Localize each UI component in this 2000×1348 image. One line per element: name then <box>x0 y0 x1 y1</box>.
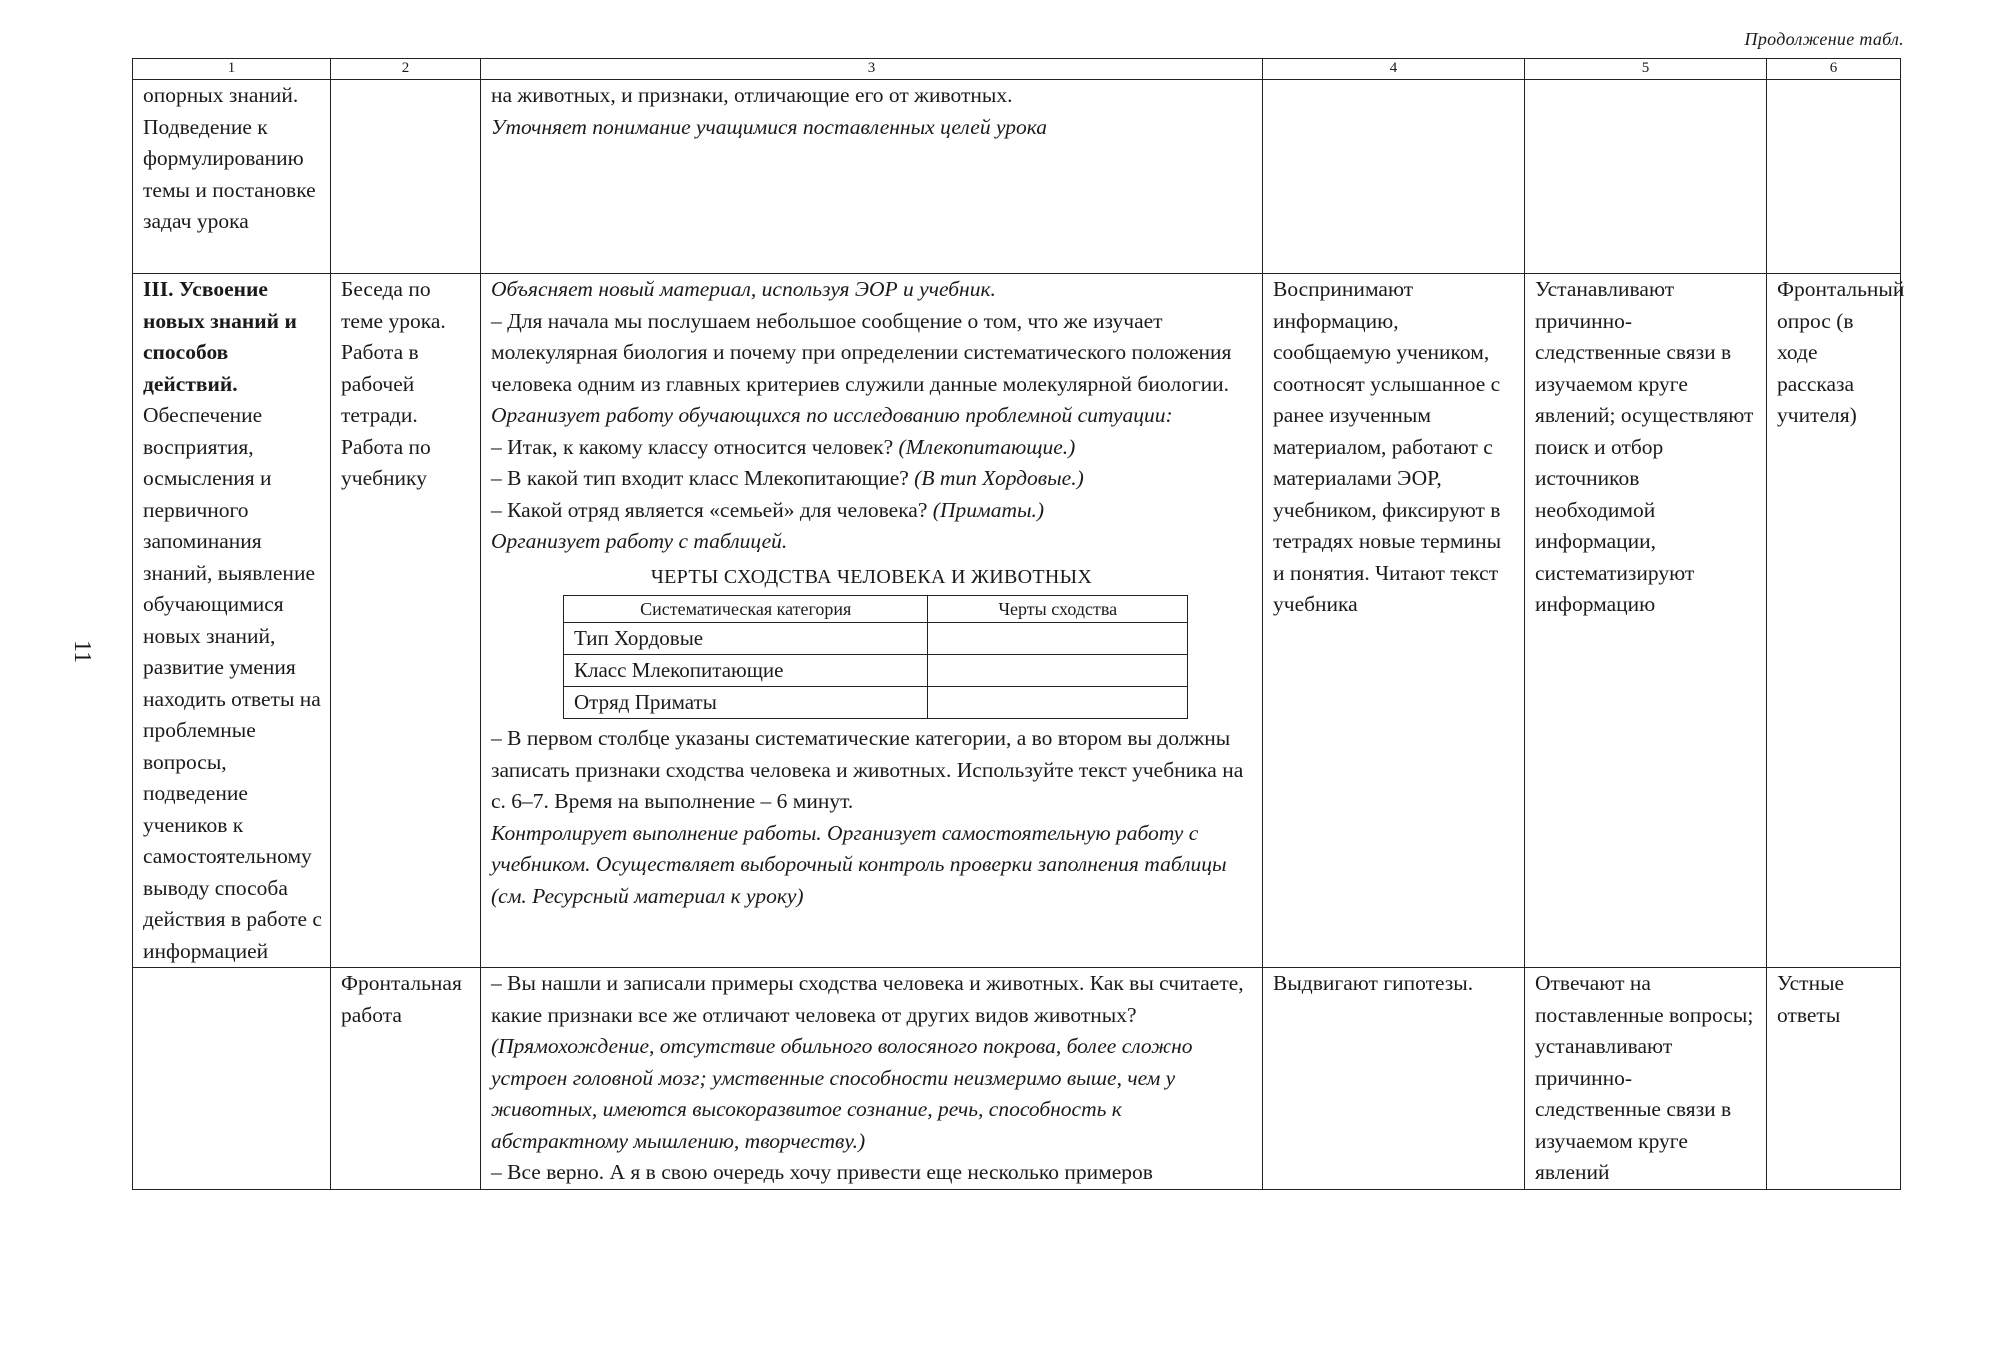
expected-answer: (Прямохождение, отсутствие обильного волосяного покрова, более сложно устроен головной мозг; умственные способности неизмеримо выше, чем у животных, имеются высокоразвитое сознание, речь, способность к абстрактному мышлению, творчеству.) <box>491 1034 1193 1153</box>
column-number-1: 1 <box>133 59 331 80</box>
teacher-action: Организует работу обучающихся по исследованию проблемной ситуации: <box>491 403 1173 427</box>
answer-text: (Приматы.) <box>932 497 1045 522</box>
category-cell: Тип Хордовые <box>564 623 928 655</box>
teacher-speech: – В первом столбце указаны систематические категории, а во втором вы должны записать признаки сходства человека и животных. Используйте текст учебника на с. 6–7. Время на выполнение – 6 минут. <box>491 726 1244 813</box>
student-activity-cell <box>1263 80 1525 274</box>
answer-text: (В тип Хордовые.) <box>914 466 1084 490</box>
category-cell: Отряд Приматы <box>564 687 928 719</box>
teacher-activity-cell <box>481 968 1263 1190</box>
lesson-table <box>132 58 1905 1190</box>
uud-cell <box>1525 80 1767 274</box>
control-text: Устные ответы <box>1777 971 1845 1027</box>
control-cell <box>1767 80 1901 274</box>
column-number-5: 5 <box>1525 59 1767 80</box>
question-line <box>491 463 1252 495</box>
column-number-3: 3 <box>481 59 1263 80</box>
question-line <box>491 495 1252 527</box>
teacher-speech: – Для начала мы послушаем небольшое сообщение о том, что же изучает молекулярная биология и почему при определении систематического положения человека одним из главных критериев служили данные молекулярной биологии. <box>491 308 1232 396</box>
similarity-table-header: Систематическая категория <box>564 596 928 623</box>
student-activity-text: Выдвигают гипотезы. <box>1273 971 1474 995</box>
continuation-label: Продолжение табл. <box>1744 29 1904 49</box>
uud-text: Отвечают на поставленные вопросы; устанавливают причинно-следственные связи в изучаемом круге явлений <box>1535 971 1754 1184</box>
teacher-text: на животных, и признаки, отличающие его от животных. <box>491 83 1013 107</box>
method-cell <box>331 274 481 968</box>
similarity-table-row <box>564 623 1188 655</box>
similarity-table <box>563 595 1188 719</box>
question-text: – Итак, к какому классу относится человек? <box>491 434 894 459</box>
question-text: – Какой отряд является «семьей» для человека? <box>491 497 928 522</box>
table-row <box>133 80 1901 274</box>
stage-text: Обеспечение восприятия, осмысления и первичного запоминания знаний, выявление обучающимися новых знаний, развитие умения находить ответы на проблемные вопросы, подведение учеников к самостоятельному выводу способа действия в работе с информацией <box>143 403 322 963</box>
stage-cell <box>133 80 331 274</box>
column-number-2: 2 <box>331 59 481 80</box>
column-number-6: 6 <box>1767 59 1901 80</box>
teacher-activity-cell <box>481 80 1263 274</box>
stage-cell <box>133 968 331 1190</box>
method-cell <box>331 968 481 1190</box>
similarity-table-title: ЧЕРТЫ СХОДСТВА ЧЕЛОВЕКА И ЖИВОТНЫХ <box>650 565 1093 588</box>
method-text: Фронтальная работа <box>341 971 462 1027</box>
question-line <box>491 432 1252 464</box>
table-row <box>133 968 1901 1190</box>
stage-title: III. Усвоение новых знаний и способов действий. <box>143 277 297 396</box>
stage-cell <box>133 274 331 968</box>
teacher-action: Организует работу с таблицей. <box>491 529 788 553</box>
control-text: Фронтальный опрос (в ходе рассказа учителя) <box>1777 277 1905 427</box>
stage-text: опорных знаний. Подведение к формулированию темы и постановке задач урока <box>143 83 316 233</box>
similarity-table-header: Черты сходства <box>928 596 1188 623</box>
teacher-action: Уточняет понимание учащимися поставленных целей урока <box>491 114 1047 139</box>
table-row <box>133 274 1901 968</box>
similarity-table-row <box>564 687 1188 719</box>
teacher-action: Контролирует выполнение работы. Организует самостоятельную работу с учебником. Осуществляет выборочный контроль проверки заполнения таблицы (см. Ресурсный материал к уроку) <box>491 820 1227 908</box>
uud-cell <box>1525 968 1767 1190</box>
control-cell <box>1767 274 1905 968</box>
teacher-speech: – Все верно. А я в свою очередь хочу привести еще несколько примеров <box>491 1160 1153 1184</box>
similarity-cell <box>928 623 1188 655</box>
category-cell: Класс Млекопитающие <box>564 655 928 687</box>
control-cell <box>1767 968 1901 1190</box>
uud-cell <box>1525 274 1767 968</box>
similarity-table-row <box>564 655 1188 687</box>
page-number: 11 <box>69 640 95 664</box>
method-text: Беседа по теме урока. Работа в рабочей тетради. Работа по учебнику <box>341 277 446 490</box>
method-cell <box>331 80 481 274</box>
student-activity-cell <box>1263 274 1525 968</box>
similarity-cell <box>928 655 1188 687</box>
teacher-activity-cell <box>481 274 1263 968</box>
column-number-row <box>133 59 1901 80</box>
similarity-cell <box>928 687 1188 719</box>
student-activity-cell <box>1263 968 1525 1190</box>
column-number-4: 4 <box>1263 59 1525 80</box>
teacher-action: Объясняет новый материал, используя ЭОР и учебник. <box>491 277 996 301</box>
question-text: – В какой тип входит класс Млекопитающие? <box>491 466 909 490</box>
teacher-speech: – Вы нашли и записали примеры сходства человека и животных. Как вы считаете, какие признаки все же отличают человека от других видов животных? <box>491 971 1244 1027</box>
uud-text: Устанавливают причинно-следственные связи в изучаемом круге явлений; осуществляют поиск и отбор источников необходимой информации, систематизируют информацию <box>1535 277 1754 616</box>
answer-text: (Млекопитающие.) <box>898 434 1076 459</box>
student-activity-text: Воспринимают информацию, сообщаемую учеником, соотносят услышанное с ранее изученным материалом, работают с материалами ЭОР, учебником, фиксируют в тетрадях новые термины и понятия. Читают текст учебника <box>1273 277 1502 616</box>
